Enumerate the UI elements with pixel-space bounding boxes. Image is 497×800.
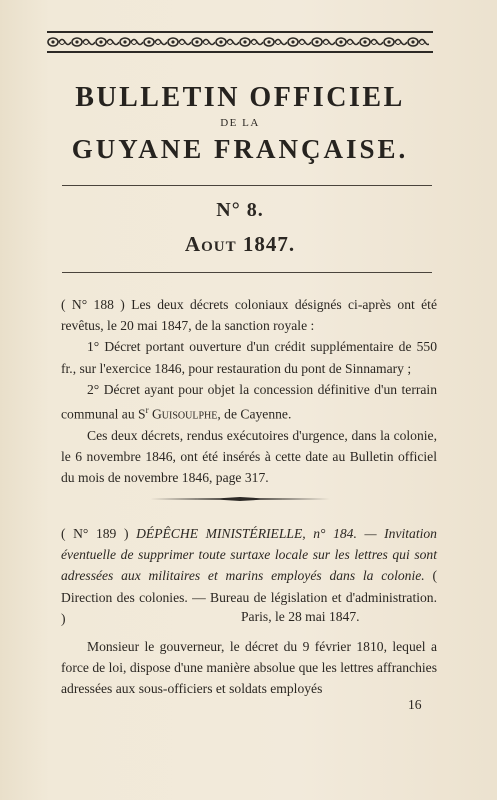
article-189-title: DÉPÊCHE MINISTÉRIELLE, n° 184. — Invitation éventuelle de supprimer toute surtaxe locale sur les lettres qui sont adressées aux militaires et marins employés dans la colonie. [61,526,437,584]
dispatch-body [61,636,437,700]
title-connector: DE LA [220,117,260,129]
divider-rule [62,272,432,273]
divider-rule [62,185,432,186]
dispatch-place-date: Paris, le 28 mai 1847. [241,609,360,624]
decree-2-ending: , de Cayenne. [217,406,292,422]
issue-date: Aout 1847. [184,232,296,256]
masthead [40,82,440,166]
article-188-conclusion: Ces deux décrets, rendus exécutoires d'urgence, dans la colonie, le 6 novembre 1846, ont été insérés à cette date au Bulletin officiel du mois de novembre 1846, page 317. [61,427,437,486]
article-188-decree-2 [61,379,437,425]
decree-2-superscript: r [145,405,149,416]
article-189-number: ( N° 189 ) [61,526,129,541]
article-188-decree-1: 1° Décret portant ouverture d'un crédit supplémentaire de 550 fr., sur l'exercice 1846, pour restauration du pont de Sinnamary ; [61,339,437,376]
section-separator [150,496,330,502]
article-188 [61,294,437,488]
person-name: Guisoulphe [151,406,218,422]
issue-number: N° 8. [216,199,264,221]
territory-title: GUYANE FRANÇAISE. [71,134,409,164]
dispatch-body-text: Monsieur le gouverneur, le décret du 9 février 1810, lequel a force de loi, dispose d'une manière absolue que les lettres affranchies adressées aux sous-officiers et soldats employés [61,639,437,697]
article-189-source: ( Direction des colonies. — Bureau de législation et d'administration. ) [61,568,438,626]
article-188-intro: ( N° 188 ) Les deux décrets coloniaux désignés ci-après ont été revêtus, le 20 mai 1847, de la sanction royale : [61,297,437,334]
bulletin-title: BULLETIN OFFICIEL [75,82,405,113]
decree-2-text: 2° Décret ayant pour objet la concession définitive d'un terrain communal au S [61,381,437,422]
decorative-header-ornament [47,31,433,53]
page-number: 16 [408,697,422,712]
ornament-pattern [47,33,429,51]
